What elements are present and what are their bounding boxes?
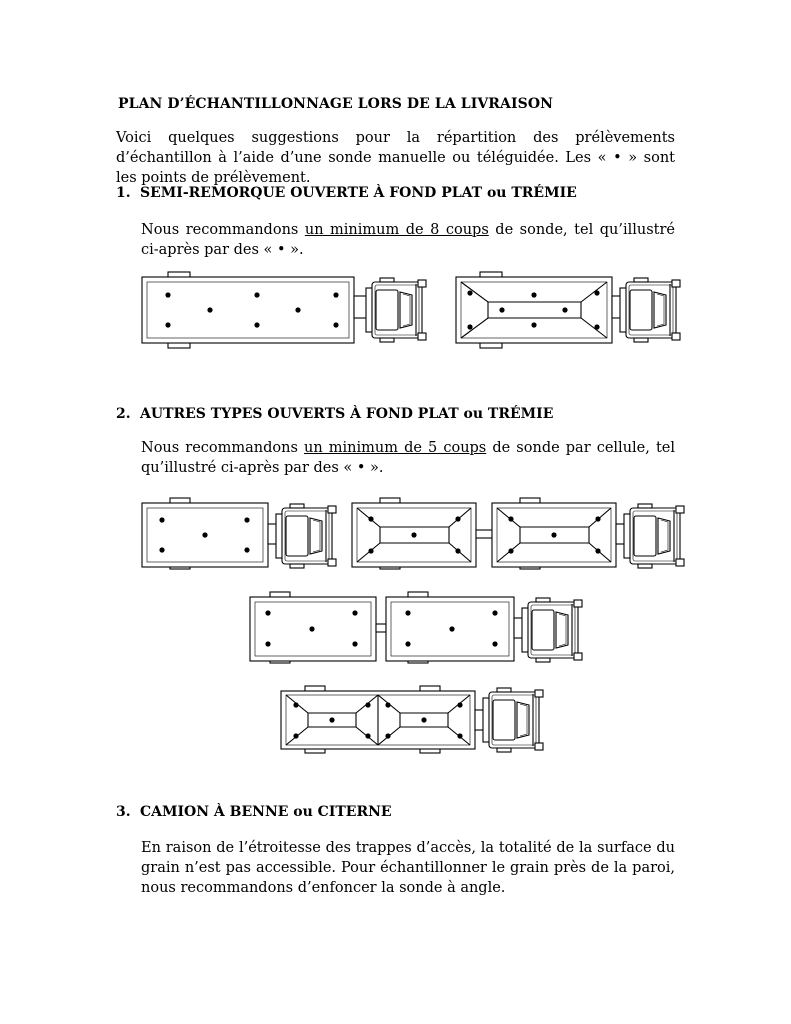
section-2-number: 2. [116, 406, 131, 422]
sample-point-dot [421, 717, 426, 722]
sample-point-dot [467, 324, 472, 329]
sample-point-dot [254, 292, 259, 297]
section-2-text-after: de sonde par cellule, tel qu’illustré ci-après par des « • ». [141, 440, 675, 476]
section-3-text: En raison de l’étroitesse des trappes d’accès, la totalité de la surface du grain n’est pas accessible. Pour échantillonner le grain près de la paroi, nous recommandons d’enfoncer la sonde à angle. [141, 840, 675, 896]
section-2-text-underlined: un minimum de 5 coups [304, 440, 487, 456]
sample-point-dot [202, 532, 207, 537]
sample-point-dot [165, 292, 170, 297]
sample-point-dot [244, 517, 249, 522]
sample-point-dot [244, 547, 249, 552]
sample-point-dot [562, 307, 567, 312]
page-title: PLAN D’ÉCHANTILLONNAGE LORS DE LA LIVRAISON [118, 96, 554, 112]
sample-point-dot [265, 641, 270, 646]
sample-point-dot [508, 548, 513, 553]
sample-point-dot [254, 322, 259, 327]
flat-bottom-semi-trailer-diagram [142, 272, 426, 348]
sample-point-dot [595, 516, 600, 521]
sample-point-dot [368, 548, 373, 553]
sample-point-dot [293, 733, 298, 738]
section-1-number: 1. [116, 185, 131, 201]
sample-point-dot [265, 610, 270, 615]
sample-point-dot [385, 702, 390, 707]
sample-point-dot [368, 516, 373, 521]
sample-point-dot [467, 290, 472, 295]
section-3-title: CAMION À BENNE ou CITERNE [140, 804, 392, 820]
section-2-title: AUTRES TYPES OUVERTS À FOND PLAT ou TRÉMIE [140, 406, 554, 422]
sample-point-dot [455, 548, 460, 553]
sample-point-dot [455, 516, 460, 521]
sample-point-dot [531, 292, 536, 297]
sample-point-dot [595, 548, 600, 553]
sample-point-dot [333, 322, 338, 327]
hopper-truck-with-pup-diagram [352, 498, 684, 569]
sample-point-dot [457, 702, 462, 707]
double-hopper-truck-diagram [281, 686, 543, 753]
flat-bottom-straight-truck-diagram [142, 498, 336, 569]
sample-point-dot [165, 322, 170, 327]
sample-point-dot [293, 702, 298, 707]
sample-point-dot [329, 717, 334, 722]
sample-point-dot [405, 641, 410, 646]
sample-point-dot [551, 532, 556, 537]
sample-point-dot [411, 532, 416, 537]
sample-point-dot [508, 516, 513, 521]
intro-paragraph: Voici quelques suggestions pour la répartition des prélèvements d’échantillon à l’aide d’une sonde manuelle ou téléguidée. Les « • » sont les points de prélèvement. [116, 130, 675, 186]
sample-point-dot [492, 641, 497, 646]
sample-point-dot [594, 290, 599, 295]
sample-point-dot [531, 322, 536, 327]
section-1-text-before: Nous recommandons [141, 222, 305, 238]
sample-point-dot [365, 702, 370, 707]
sample-point-dot [457, 733, 462, 738]
section-1-title: SEMI-REMORQUE OUVERTE À FOND PLAT ou TRÉMIE [140, 185, 577, 201]
section-3-number: 3. [116, 804, 131, 820]
sample-point-dot [492, 610, 497, 615]
sample-point-dot [405, 610, 410, 615]
sample-point-dot [385, 733, 390, 738]
sample-point-dot [352, 641, 357, 646]
sample-point-dot [365, 733, 370, 738]
section-1-text-underlined: un minimum de 8 coups [304, 222, 489, 238]
flat-bottom-truck-with-pup-diagram [250, 592, 582, 663]
sample-point-dot [159, 517, 164, 522]
sample-point-dot [449, 626, 454, 631]
sample-point-dot [594, 324, 599, 329]
section-2-text-before: Nous recommandons [141, 440, 305, 456]
sample-point-dot [295, 307, 300, 312]
sample-point-dot [309, 626, 314, 631]
sample-point-dot [352, 610, 357, 615]
sample-point-dot [159, 547, 164, 552]
section-1-text-after: de sonde, tel qu’illustré ci-après par des « • ». [141, 222, 675, 258]
sample-point-dot [207, 307, 212, 312]
hopper-semi-trailer-diagram [456, 272, 680, 348]
sample-point-dot [499, 307, 504, 312]
sample-point-dot [333, 292, 338, 297]
